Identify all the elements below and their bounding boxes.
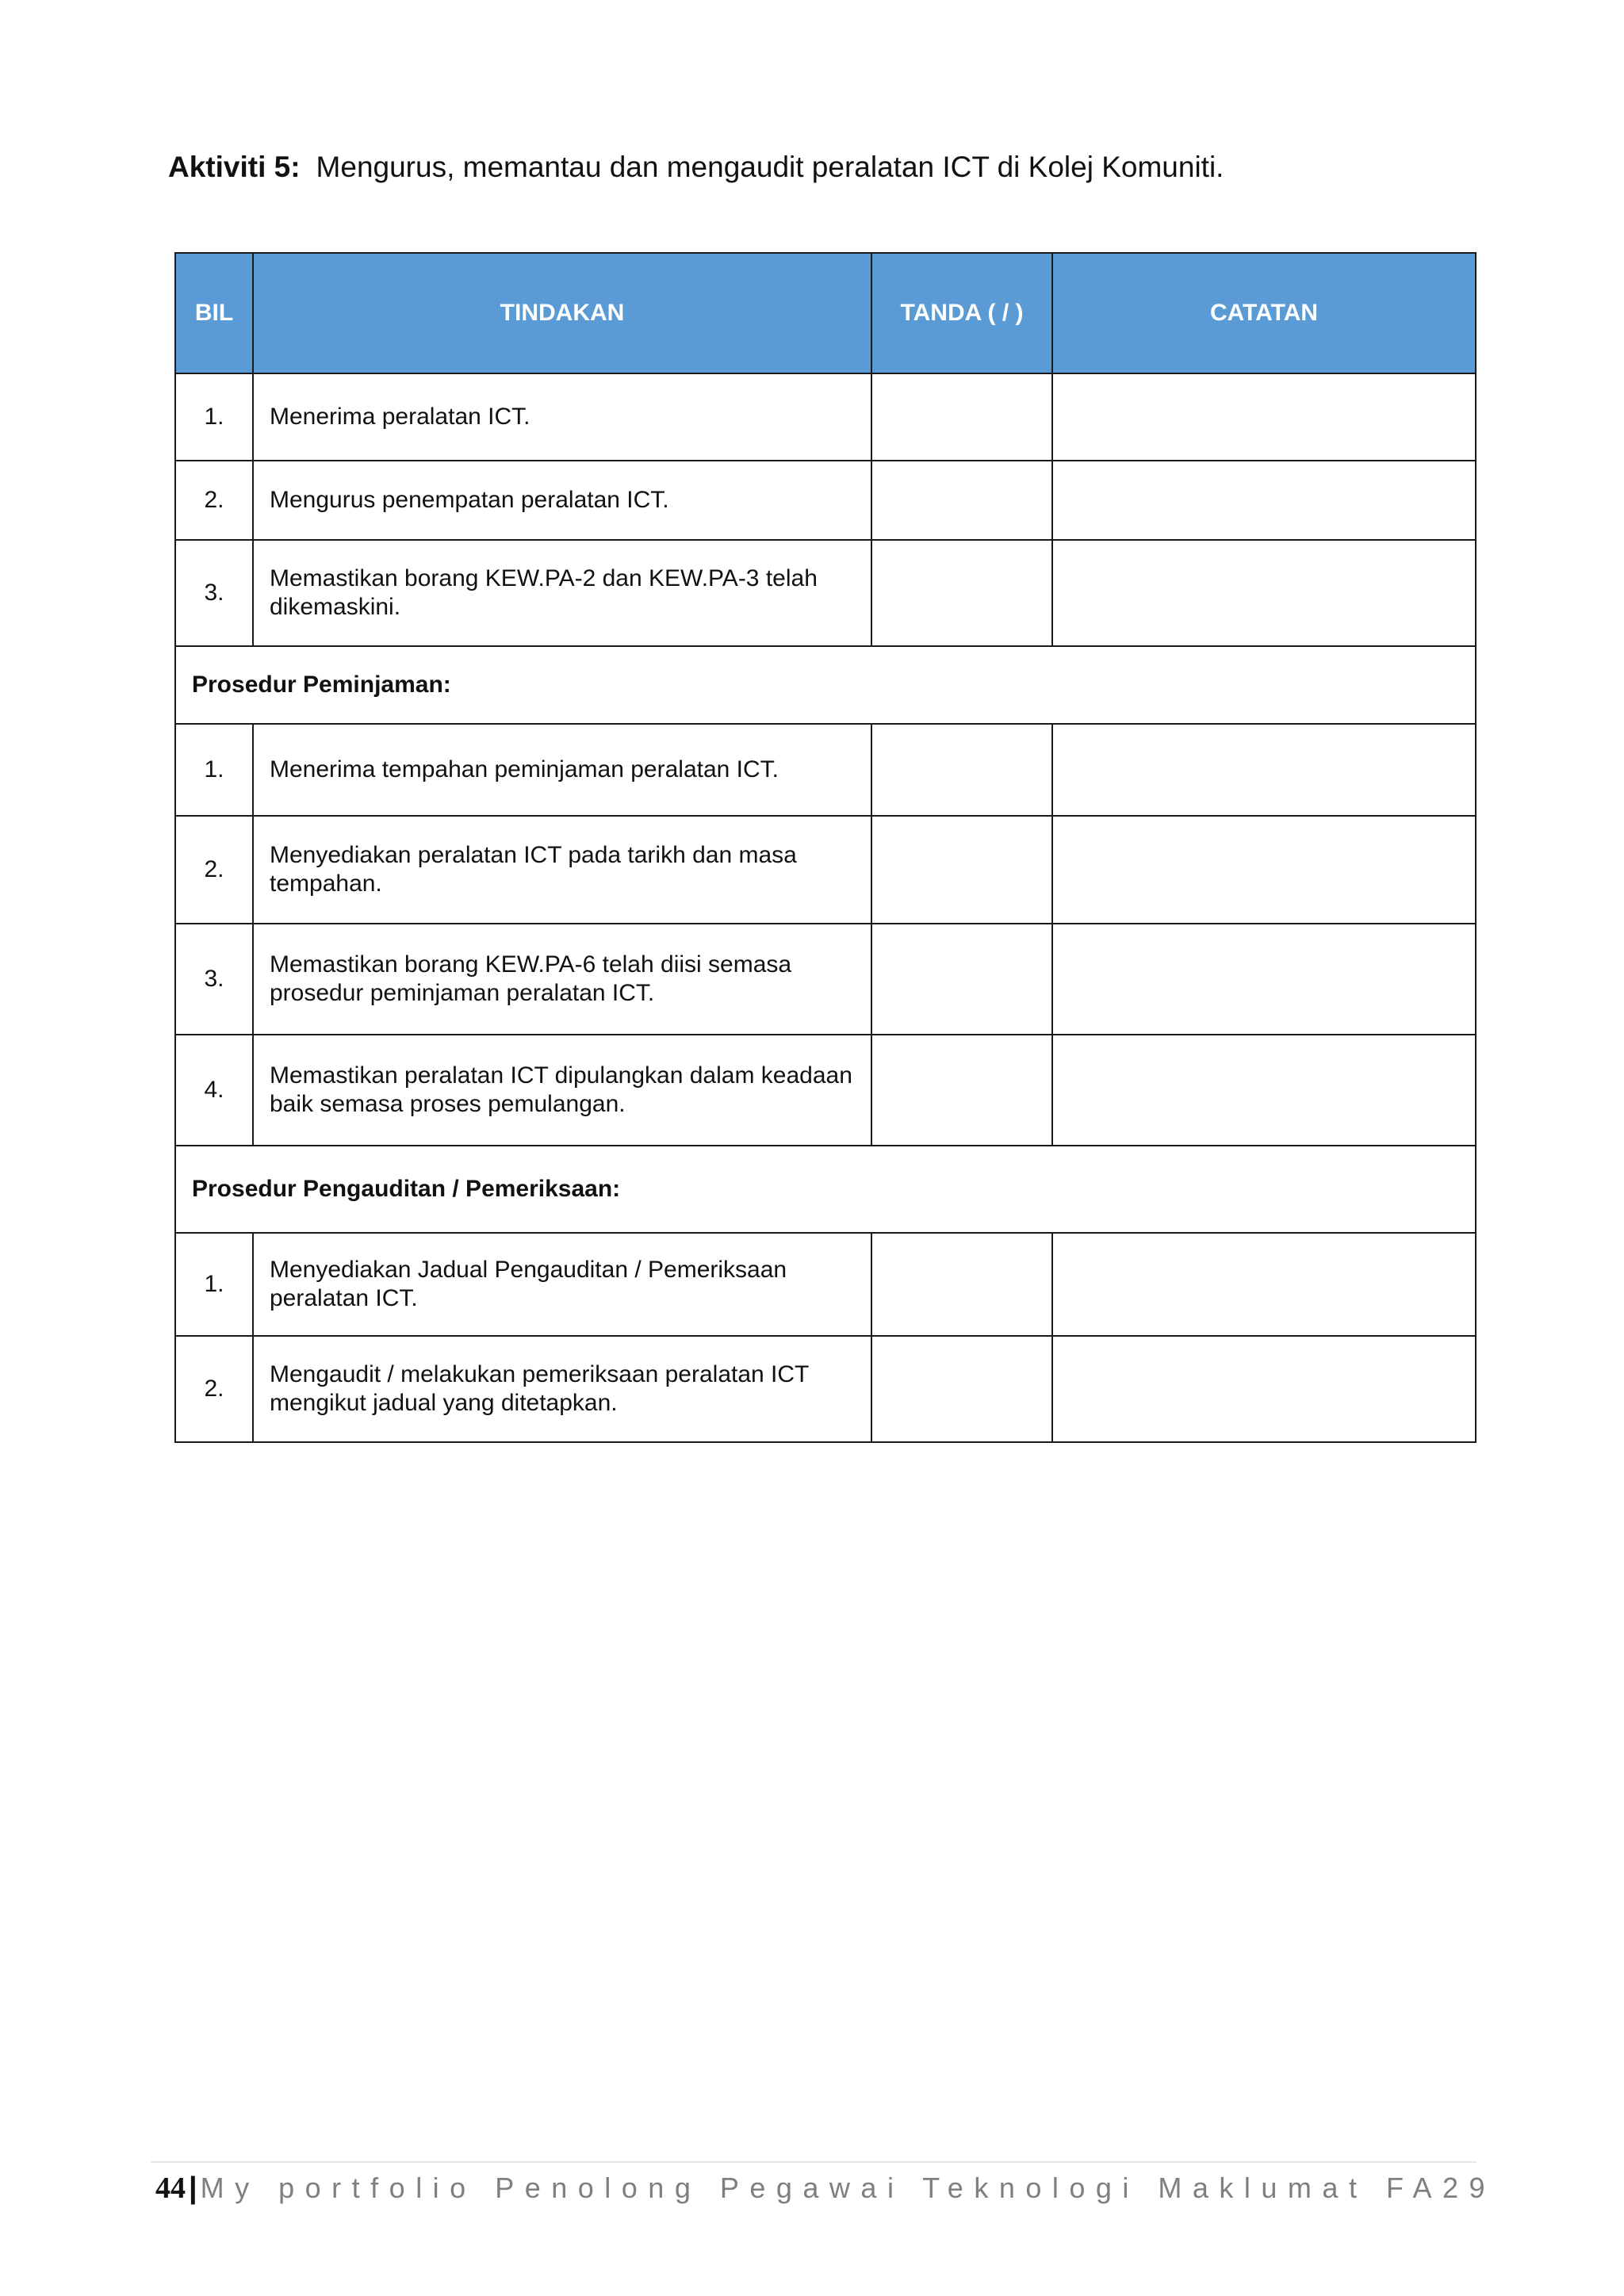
tanda-cell[interactable] (871, 1035, 1052, 1146)
footer-separator: | (189, 2172, 197, 2205)
section-title: Prosedur Pengauditan / Pemeriksaan: (175, 1146, 1476, 1233)
tanda-cell[interactable] (871, 373, 1052, 461)
row-action: Menerima tempahan peminjaman peralatan ICT. (253, 724, 871, 816)
row-number: 1. (175, 373, 253, 461)
tanda-cell[interactable] (871, 816, 1052, 924)
catatan-cell[interactable] (1052, 816, 1476, 924)
footer-divider (151, 2161, 1477, 2163)
activity-checklist-table (174, 252, 1477, 1443)
table-row (175, 1035, 1476, 1146)
table-row (175, 1336, 1476, 1442)
tanda-cell[interactable] (871, 461, 1052, 540)
column-header-catatan: CATATAN (1052, 253, 1476, 373)
row-number: 4. (175, 1035, 253, 1146)
tanda-cell[interactable] (871, 540, 1052, 646)
page-number: 44 (155, 2172, 186, 2205)
catatan-cell[interactable] (1052, 1233, 1476, 1336)
row-action: Menerima peralatan ICT. (253, 373, 871, 461)
tanda-cell[interactable] (871, 1233, 1052, 1336)
catatan-cell[interactable] (1052, 540, 1476, 646)
row-action: Memastikan borang KEW.PA-6 telah diisi semasa prosedur peminjaman peralatan ICT. (253, 924, 871, 1035)
row-number: 2. (175, 1336, 253, 1442)
catatan-cell[interactable] (1052, 1035, 1476, 1146)
row-action: Menyediakan peralatan ICT pada tarikh dan masa tempahan. (253, 816, 871, 924)
row-action: Mengaudit / melakukan pemeriksaan peralatan ICT mengikut jadual yang ditetapkan. (253, 1336, 871, 1442)
row-action: Memastikan peralatan ICT dipulangkan dalam keadaan baik semasa proses pemulangan. (253, 1035, 871, 1146)
tanda-cell[interactable] (871, 724, 1052, 816)
table-header-row (175, 253, 1476, 373)
row-action: Memastikan borang KEW.PA-2 dan KEW.PA-3 telah dikemaskini. (253, 540, 871, 646)
column-header-tanda: TANDA ( / ) (871, 253, 1052, 373)
row-action: Mengurus penempatan peralatan ICT. (253, 461, 871, 540)
table-row (175, 540, 1476, 646)
table-row (175, 724, 1476, 816)
row-number: 1. (175, 724, 253, 816)
catatan-cell[interactable] (1052, 1336, 1476, 1442)
activity-heading (168, 151, 1224, 184)
footer-title: My portfolio Penolong Pegawai Teknologi Maklumat FA29 (200, 2172, 1496, 2204)
table-row (175, 1233, 1476, 1336)
table-row (175, 461, 1476, 540)
section-row-peminjaman (175, 646, 1476, 724)
tanda-cell[interactable] (871, 1336, 1052, 1442)
column-header-tindakan: TINDAKAN (253, 253, 871, 373)
table-row (175, 924, 1476, 1035)
catatan-cell[interactable] (1052, 924, 1476, 1035)
catatan-cell[interactable] (1052, 373, 1476, 461)
row-number: 3. (175, 540, 253, 646)
row-number: 3. (175, 924, 253, 1035)
row-action: Menyediakan Jadual Pengauditan / Pemeriksaan peralatan ICT. (253, 1233, 871, 1336)
catatan-cell[interactable] (1052, 461, 1476, 540)
row-number: 1. (175, 1233, 253, 1336)
page-footer (155, 2171, 1496, 2206)
section-title: Prosedur Peminjaman: (175, 646, 1476, 724)
row-number: 2. (175, 816, 253, 924)
activity-label: Aktiviti 5: (168, 151, 301, 183)
row-number: 2. (175, 461, 253, 540)
table-row (175, 816, 1476, 924)
table-row (175, 373, 1476, 461)
section-row-pengauditan (175, 1146, 1476, 1233)
column-header-bil: BIL (175, 253, 253, 373)
catatan-cell[interactable] (1052, 724, 1476, 816)
tanda-cell[interactable] (871, 924, 1052, 1035)
activity-title: Mengurus, memantau dan mengaudit peralatan ICT di Kolej Komuniti. (316, 151, 1224, 183)
